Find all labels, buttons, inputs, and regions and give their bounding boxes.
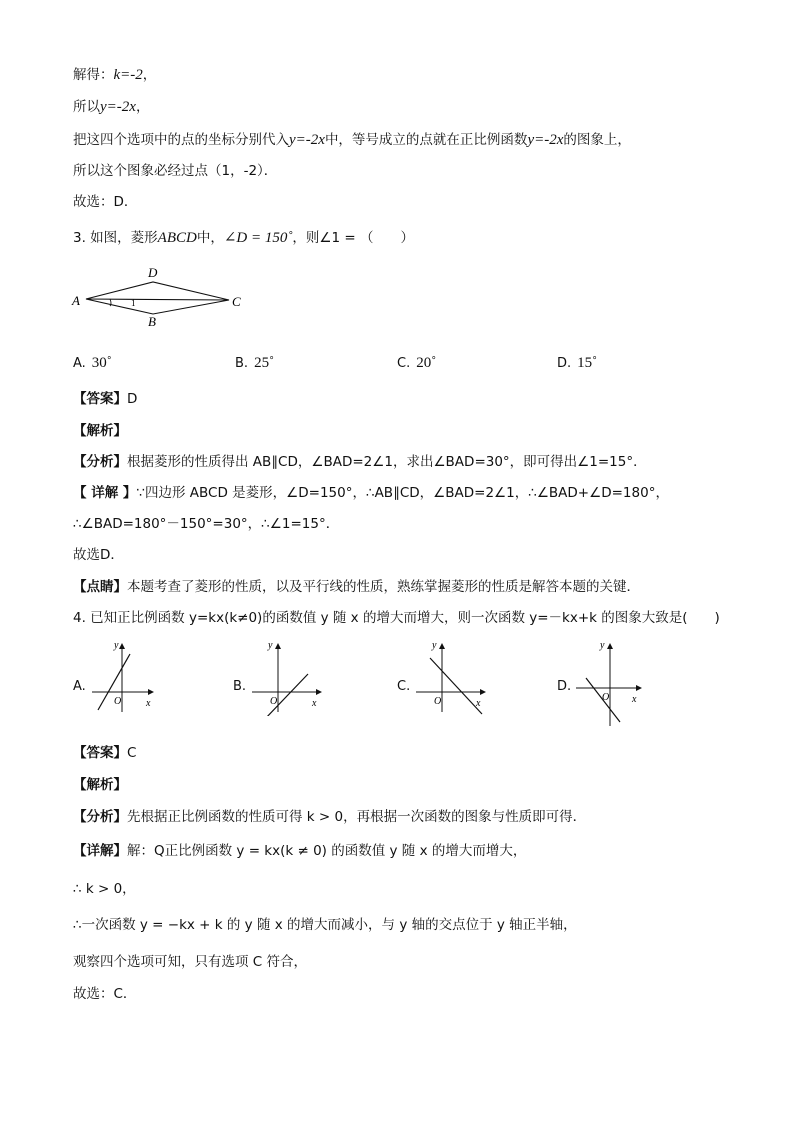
q3-stem <box>73 229 414 247</box>
y-label: y <box>268 640 273 651</box>
q3-stem-abcd: ABCD <box>157 230 197 246</box>
vertex-label-b: B <box>148 314 156 329</box>
passes-line: 所以这个图象必经过点（1，-2）． <box>73 163 278 179</box>
y-label: y <box>600 640 605 651</box>
y-label: y <box>432 640 437 651</box>
x-axis-arrow <box>636 685 642 691</box>
q3-xiangjie-line-2: ∴∠BAD=180°－150°=30°，∴∠1=15°． <box>73 516 340 532</box>
origin-label: O <box>270 696 278 707</box>
q3-dianjing-text: 本题考查了菱形的性质，以及平行线的性质，熟练掌握菱形的性质是解答本题的关键． <box>127 579 640 595</box>
q3-option-b-letter: B. <box>235 356 249 371</box>
substitute-text-2: 中，等号成立的点就在正比例函数 <box>324 132 528 148</box>
q3-option-a <box>73 355 112 372</box>
y-axis-arrow <box>439 643 445 649</box>
substitute-text-1: 把这四个选项中的点的坐标分别代入 <box>73 132 289 148</box>
q3-answer: D <box>127 391 138 407</box>
q4-observe-line: 观察四个选项可知，只有选项 C 符合， <box>73 954 308 970</box>
q3-choose-line: 故选D． <box>73 547 124 563</box>
rhombus-figure <box>66 262 256 334</box>
q3-analysis-tag: 【解析】 <box>73 423 127 439</box>
x-axis-arrow <box>480 689 486 695</box>
q4-graph-a-letter: A. <box>73 679 86 694</box>
y-label: y <box>114 640 119 651</box>
angle-one-label: 1 <box>131 298 136 308</box>
q3-answer-line <box>73 390 137 408</box>
vertex-label-a: A <box>72 293 80 308</box>
q4-choose-line: 故选：C． <box>73 986 137 1002</box>
function-line <box>264 674 308 716</box>
rhombus-outline <box>86 282 229 314</box>
q3-option-a-letter: A. <box>73 356 86 371</box>
x-label: x <box>632 694 637 705</box>
q4-xiangjie-line-3: ∴一次函数 y = −kx + k 的 y 随 x 的增大而减小，与 y 轴的交点位于 y 轴正半轴， <box>73 917 577 933</box>
q4-fenxi-text: 先根据正比例函数的性质可得 k > 0，再根据一次函数的图象与性质即可得． <box>127 809 587 825</box>
x-label: x <box>476 698 481 709</box>
q3-stem-text-2: 中， <box>196 230 224 246</box>
q4-graph-a <box>88 636 158 716</box>
q4-answer: C <box>127 745 137 761</box>
q4-graph-d-letter: D. <box>557 679 572 694</box>
q3-stem-text-3: ，则∠1 = （ ） <box>292 230 414 246</box>
x-axis-arrow <box>316 689 322 695</box>
substitute-eq-1: y=-2x <box>289 132 325 148</box>
solve-line: 解得：k=-2， <box>73 67 157 83</box>
x-label: x <box>312 698 317 709</box>
q3-option-a-value: 30˚ <box>91 355 112 371</box>
substitute-text-3: 的图象上， <box>563 132 631 148</box>
q3-stem-text-1: 3. 如图，菱形 <box>73 230 158 246</box>
q3-option-c-value: 20˚ <box>416 355 437 371</box>
q3-xiangjie-text-1: ∵四边形 ABCD 是菱形，∠D=150°，∴AB∥CD，∠BAD=2∠1，∴∠BAD+∠D=180°， <box>136 485 669 501</box>
q3-dianjing-tag: 【点睛】 <box>73 579 127 595</box>
q3-fenxi-tag: 【分析】 <box>73 454 127 470</box>
q4-graph-c-letter: C. <box>397 679 411 694</box>
so-line: 所以y=-2x， <box>73 99 150 115</box>
q3-answer-tag: 【答案】 <box>73 391 127 407</box>
rhombus-diagonal <box>86 299 229 300</box>
q3-stem-angle: ∠D = 150˚ <box>223 230 293 246</box>
substitute-eq-2: y=-2x <box>527 132 564 148</box>
q4-xiangjie-text-1: 解：Q正比例函数 y = kx(k ≠ 0) 的函数值 y 随 x 的增大而增大， <box>127 843 527 859</box>
vertex-label-c: C <box>232 294 241 309</box>
y-axis-arrow <box>119 643 125 649</box>
q4-graph-d <box>572 636 652 731</box>
q4-xiangjie-tag: 【详解】 <box>73 843 127 859</box>
q3-option-b-value: 25˚ <box>254 355 275 371</box>
y-axis-arrow <box>607 643 613 649</box>
x-label: x <box>146 698 151 709</box>
q3-xiangjie-tag: 【 详解 】 <box>73 485 137 501</box>
q4-fenxi-tag: 【分析】 <box>73 809 127 825</box>
q4-xiangjie-line <box>73 842 526 860</box>
substitute-line <box>73 131 631 149</box>
q3-dianjing-line <box>73 578 640 596</box>
y-axis-arrow <box>275 643 281 649</box>
origin-label: O <box>114 696 122 707</box>
x-axis-arrow <box>148 689 154 695</box>
q4-answer-tag: 【答案】 <box>73 745 127 761</box>
q4-analysis-tag: 【解析】 <box>73 777 127 793</box>
q3-option-c-letter: C. <box>397 356 411 371</box>
q3-option-d-value: 15˚ <box>577 355 598 371</box>
q4-answer-line <box>73 744 136 762</box>
solve-prefix: 解得： <box>73 67 114 83</box>
origin-label: O <box>602 692 610 703</box>
origin-label: O <box>434 696 442 707</box>
q4-xiangjie-line-2: ∴ k > 0， <box>73 881 136 897</box>
q3-fenxi-text: 根据菱形的性质得出 AB∥CD，∠BAD=2∠1，求出∠BAD=30°，即可得出∠1=15°． <box>127 454 647 470</box>
prev-choose-line: 故选：D． <box>73 194 138 210</box>
vertex-label-d: D <box>148 265 158 280</box>
q3-fenxi-line <box>73 453 647 471</box>
q4-graph-c <box>412 636 492 716</box>
q4-stem: 4. 已知正比例函数 y=kx(k≠0)的函数值 y 随 x 的增大而增大，则一次函数 y=－kx+k 的图象大致是( ) <box>73 610 720 626</box>
y-equation: y=-2x <box>100 99 136 115</box>
q4-graph-b <box>248 636 328 716</box>
q3-option-d <box>557 355 597 372</box>
q3-option-c <box>397 355 436 372</box>
so-prefix: 所以 <box>73 99 100 115</box>
q3-xiangjie-line <box>73 484 669 502</box>
q4-graph-b-letter: B. <box>233 679 247 694</box>
q3-option-b <box>235 355 274 372</box>
q3-option-d-letter: D. <box>557 356 572 371</box>
q4-fenxi-line <box>73 808 586 826</box>
k-equation: k=-2 <box>113 67 143 83</box>
